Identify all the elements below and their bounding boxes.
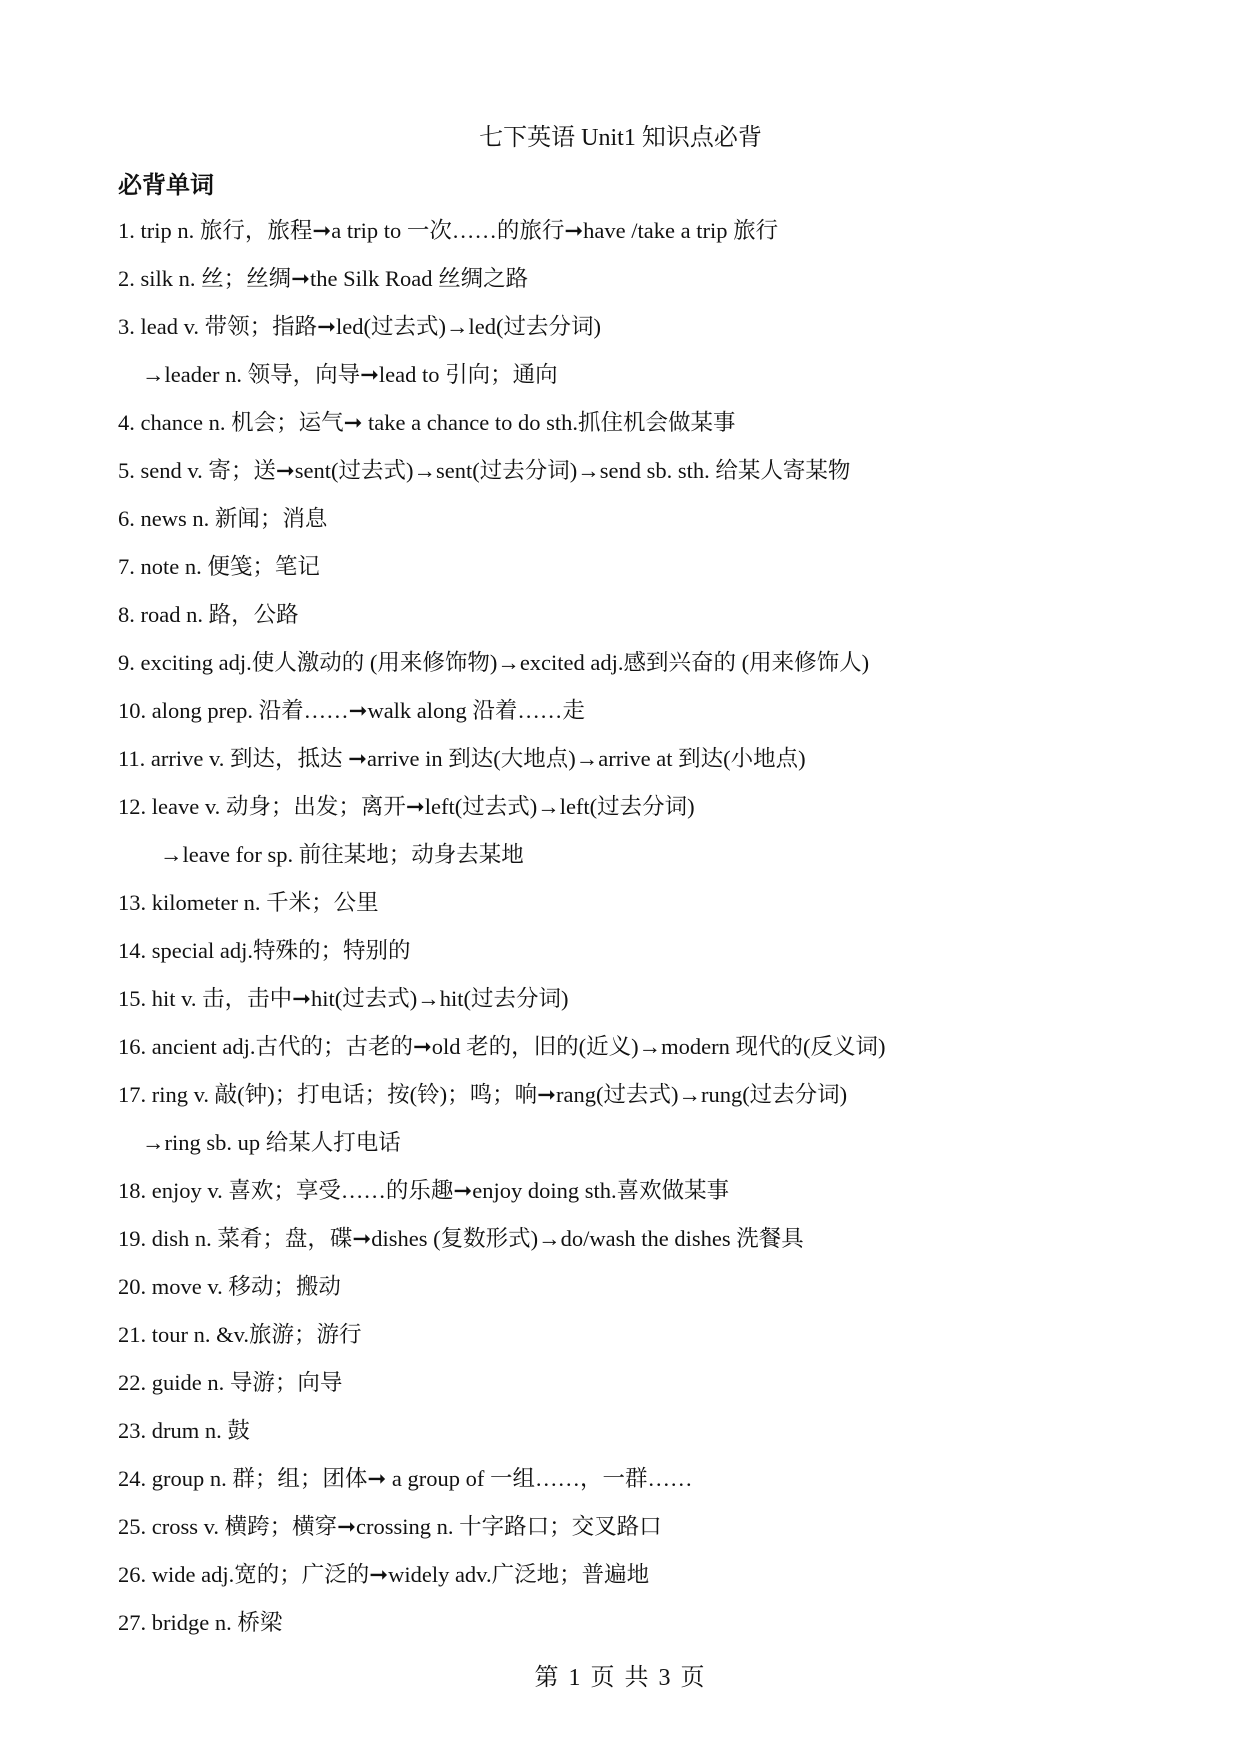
vocabulary-entry: →leader n. 领导，向导➞lead to 引向；通向 <box>142 362 558 387</box>
vocabulary-entry: 20. move v. 移动；搬动 <box>118 1274 341 1299</box>
vocabulary-entry: 22. guide n. 导游；向导 <box>118 1370 343 1395</box>
vocabulary-entry: 15. hit v. 击，击中➞hit(过去式)→hit(过去分词) <box>118 986 569 1011</box>
vocabulary-entry: 23. drum n. 鼓 <box>118 1418 250 1443</box>
page-title: 七下英语 Unit1 知识点必背 <box>479 125 762 151</box>
vocabulary-entry: 25. cross v. 横跨；横穿➞crossing n. 十字路口；交叉路口 <box>118 1514 662 1539</box>
vocabulary-entry: 12. leave v. 动身；出发；离开➞left(过去式)→left(过去分词) <box>118 794 695 819</box>
vocabulary-entry: 2. silk n. 丝；丝绸➞the Silk Road 丝绸之路 <box>118 266 529 291</box>
vocabulary-entry: 7. note n. 便笺；笔记 <box>118 554 320 579</box>
vocabulary-entry: 8. road n. 路，公路 <box>118 602 299 627</box>
vocabulary-entry: 10. along prep. 沿着……➞walk along 沿着……走 <box>118 698 585 723</box>
vocabulary-entry: 4. chance n. 机会；运气➞ take a chance to do sth.抓住机会做某事 <box>118 410 736 435</box>
vocabulary-entry: 3. lead v. 带领；指路➞led(过去式)→led(过去分词) <box>118 314 601 339</box>
vocabulary-entry: 6. news n. 新闻；消息 <box>118 506 328 531</box>
vocabulary-entry: 11. arrive v. 到达，抵达 ➞arrive in 到达(大地点)→arrive at 到达(小地点) <box>118 746 806 771</box>
vocabulary-entry: 17. ring v. 敲(钟)；打电话；按(铃)；鸣；响➞rang(过去式)→rung(过去分词) <box>118 1082 848 1107</box>
vocabulary-entry: 14. special adj.特殊的；特别的 <box>118 938 411 963</box>
vocabulary-entry: 24. group n. 群；组；团体➞ a group of 一组……，一群…… <box>118 1466 693 1491</box>
page-footer: 第 1 页 共 3 页 <box>534 1665 707 1691</box>
vocabulary-list <box>118 211 1178 1651</box>
vocabulary-entry: →ring sb. up 给某人打电话 <box>142 1130 401 1155</box>
vocabulary-entry: 18. enjoy v. 喜欢；享受……的乐趣➞enjoy doing sth.喜欢做某事 <box>118 1178 730 1203</box>
vocabulary-entry: 21. tour n. &v.旅游；游行 <box>118 1322 362 1347</box>
vocabulary-entry: 16. ancient adj.古代的；古老的➞old 老的，旧的(近义)→modern 现代的(反义词) <box>118 1034 886 1059</box>
vocabulary-entry: 9. exciting adj.使人激动的 (用来修饰物)→excited adj.感到兴奋的 (用来修饰人) <box>118 650 870 675</box>
vocabulary-entry: 13. kilometer n. 千米；公里 <box>118 890 379 915</box>
vocabulary-entry: 1. trip n. 旅行，旅程➞a trip to 一次……的旅行➞have /take a trip 旅行 <box>118 218 779 243</box>
section-heading: 必背单词 <box>118 171 214 199</box>
vocabulary-entry: →leave for sp. 前往某地；动身去某地 <box>160 842 524 867</box>
vocabulary-entry: 27. bridge n. 桥梁 <box>118 1610 283 1635</box>
vocabulary-entry: 5. send v. 寄；送➞sent(过去式)→sent(过去分词)→send sb. sth. 给某人寄某物 <box>118 458 851 483</box>
vocabulary-entry: 26. wide adj.宽的；广泛的➞widely adv.广泛地；普遍地 <box>118 1562 650 1587</box>
vocabulary-entry: 19. dish n. 菜肴；盘，碟➞dishes (复数形式)→do/wash the dishes 洗餐具 <box>118 1226 804 1251</box>
